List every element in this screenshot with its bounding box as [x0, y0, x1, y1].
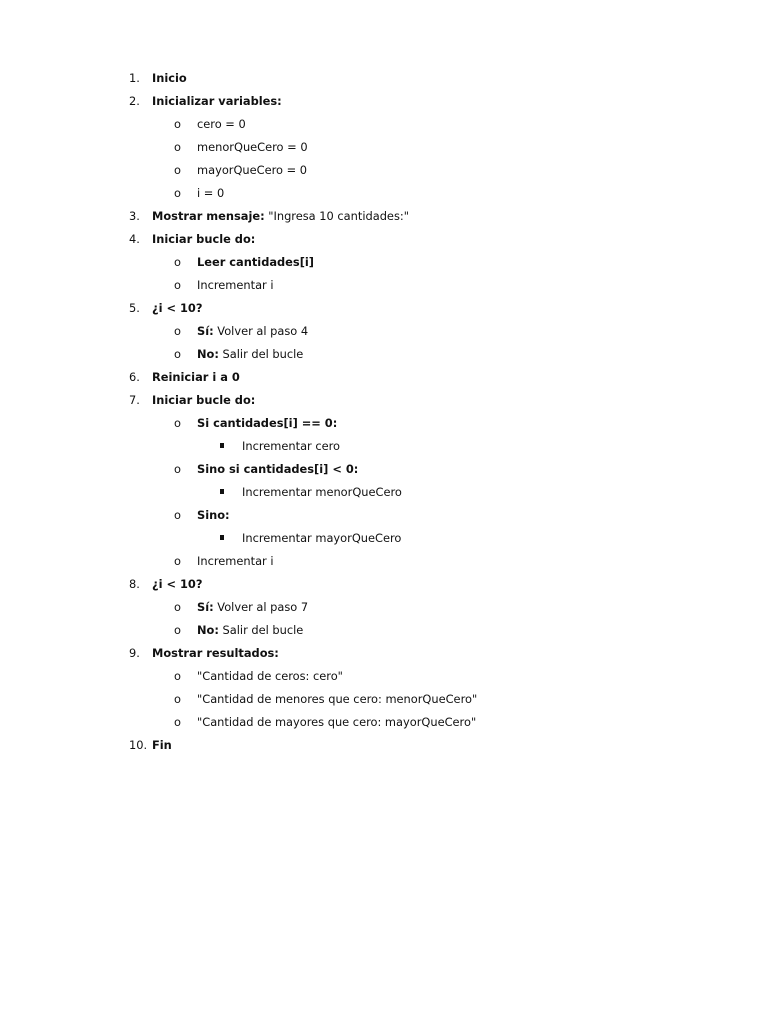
item-text [152, 93, 282, 109]
circle-bullet-icon: o [174, 715, 181, 729]
sub-item-text: Incrementar i [197, 278, 274, 292]
sub-sub-item-text: Incrementar cero [242, 439, 341, 453]
sub-item-text: "Cantidad de ceros: cero" [197, 669, 343, 683]
circle-bullet-icon: o [174, 623, 181, 637]
square-bullet-icon [220, 535, 224, 540]
item-bold: ¿i < 10? [152, 301, 203, 315]
sub-item-text [197, 507, 230, 523]
item-number: 8. [129, 577, 140, 591]
sub-item-plain: Volver al paso 7 [213, 600, 309, 614]
circle-bullet-icon: o [174, 462, 181, 476]
sub-item-plain: Volver al paso 4 [213, 324, 309, 338]
sub-item-text: "Cantidad de mayores que cero: mayorQueCero" [197, 715, 477, 729]
item-number: 6. [129, 370, 140, 384]
item-bold: Iniciar bucle do: [152, 232, 256, 246]
sub-item-text: mayorQueCero = 0 [197, 163, 308, 177]
item-number: 1. [129, 71, 140, 85]
sub-item-bold: No: [197, 347, 219, 361]
sub-item-text: menorQueCero = 0 [197, 140, 308, 154]
item-text [152, 392, 255, 408]
circle-bullet-icon: o [174, 416, 181, 430]
sub-item-text [197, 323, 308, 339]
item-text [152, 737, 172, 753]
sub-item-plain: Salir del bucle [218, 347, 304, 361]
circle-bullet-icon: o [174, 324, 181, 338]
item-bold: Fin [152, 738, 172, 752]
item-number: 7. [129, 393, 140, 407]
sub-item-text [197, 461, 358, 477]
item-bold: Reiniciar i a 0 [152, 370, 240, 384]
sub-item-text [197, 346, 303, 362]
item-text [152, 369, 240, 385]
circle-bullet-icon: o [174, 508, 181, 522]
circle-bullet-icon: o [174, 163, 181, 177]
circle-bullet-icon: o [174, 669, 181, 683]
item-plain: "Ingresa 10 cantidades:" [264, 209, 409, 223]
square-bullet-icon [220, 443, 224, 448]
sub-item-text [197, 415, 337, 431]
sub-item-bold: Sí: [197, 324, 214, 338]
sub-item-text [197, 622, 303, 638]
circle-bullet-icon: o [174, 600, 181, 614]
item-bold: ¿i < 10? [152, 577, 203, 591]
sub-item-text: Incrementar i [197, 554, 274, 568]
sub-item-bold: Sino: [197, 508, 230, 522]
circle-bullet-icon: o [174, 347, 181, 361]
item-number: 4. [129, 232, 140, 246]
item-bold: Inicializar variables: [152, 94, 282, 108]
sub-item-bold: No: [197, 623, 219, 637]
item-number: 5. [129, 301, 140, 315]
item-text [152, 576, 202, 592]
sub-item-text: "Cantidad de menores que cero: menorQueCero" [197, 692, 478, 706]
item-text [152, 231, 255, 247]
item-number: 10. [129, 738, 148, 752]
sub-item-bold: Sino si cantidades[i] < 0: [197, 462, 359, 476]
item-bold: Mostrar resultados: [152, 646, 279, 660]
sub-item-bold: Sí: [197, 600, 214, 614]
circle-bullet-icon: o [174, 117, 181, 131]
item-text [152, 208, 409, 224]
circle-bullet-icon: o [174, 692, 181, 706]
circle-bullet-icon: o [174, 140, 181, 154]
item-text [152, 300, 202, 316]
sub-sub-item-text: Incrementar mayorQueCero [242, 531, 402, 545]
sub-item-bold: Si cantidades[i] == 0: [197, 416, 338, 430]
item-bold: Iniciar bucle do: [152, 393, 256, 407]
sub-item-plain: Salir del bucle [218, 623, 304, 637]
circle-bullet-icon: o [174, 255, 181, 269]
item-bold: Inicio [152, 71, 187, 85]
item-number: 3. [129, 209, 140, 223]
sub-item-text: cero = 0 [197, 117, 246, 131]
item-number: 2. [129, 94, 140, 108]
circle-bullet-icon: o [174, 278, 181, 292]
item-number: 9. [129, 646, 140, 660]
sub-sub-item-text: Incrementar menorQueCero [242, 485, 402, 499]
sub-item-text [197, 254, 314, 270]
square-bullet-icon [220, 489, 224, 494]
item-bold: Mostrar mensaje: [152, 209, 265, 223]
item-text [152, 645, 279, 661]
circle-bullet-icon: o [174, 186, 181, 200]
sub-item-text [197, 599, 308, 615]
item-text [152, 70, 187, 86]
circle-bullet-icon: o [174, 554, 181, 568]
sub-item-bold: Leer cantidades[i] [197, 255, 315, 269]
sub-item-text: i = 0 [197, 186, 225, 200]
